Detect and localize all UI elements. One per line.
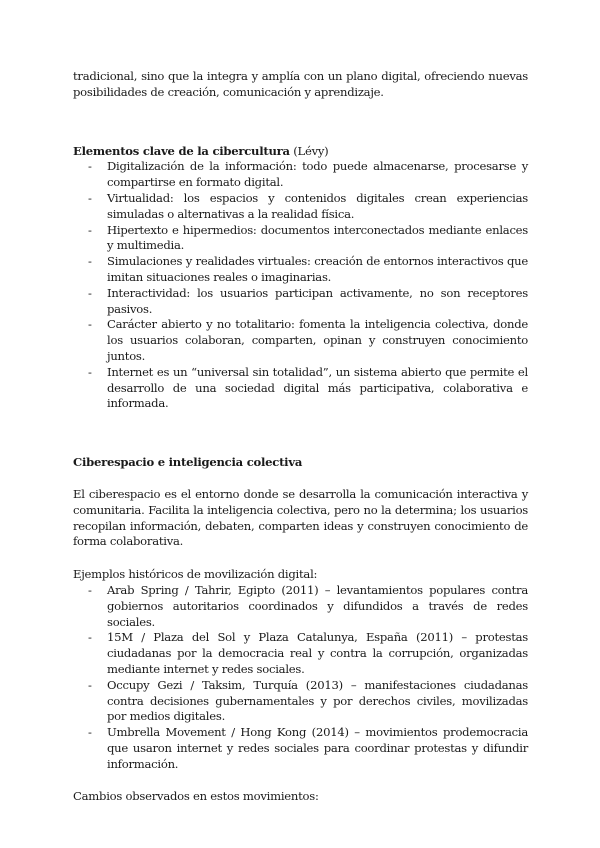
list-item: - Digitalización de la información: todo puede almacenarse, procesarse y compartirse en formato digital.	[73, 159, 528, 191]
examples-list	[73, 583, 528, 773]
section-heading-cibercultura	[73, 144, 528, 160]
changes-intro: Cambios observados en estos movimientos:	[73, 789, 319, 804]
cibercultura-list	[73, 159, 528, 412]
list-item: - Internet es un “universal sin totalidad”, un sistema abierto que permite el desarrollo de una sociedad digital más participativa, colaborativa e informada.	[73, 365, 528, 412]
list-item: - Umbrella Movement / Hong Kong (2014) – movimientos prodemocracia que usaron internet y redes sociales para coordinar protestas y difundir información.	[73, 725, 528, 772]
list-item: - Hipertexto e hipermedios: documentos interconectados mediante enlaces y multimedia.	[73, 223, 528, 255]
section-heading-ciberespacio	[73, 455, 528, 471]
examples-intro: Ejemplos históricos de movilización digital:	[73, 567, 318, 582]
list-item: - Occupy Gezi / Taksim, Turquía (2013) – manifestaciones ciudadanas contra decisiones gubernamentales y por derechos civiles, movilizadas por medios digitales.	[73, 678, 528, 725]
list-item: - Simulaciones y realidades virtuales: creación de entornos interactivos que imitan situaciones reales o imaginarias.	[73, 254, 528, 286]
document-page	[73, 69, 528, 805]
ciberespacio-paragraph: El ciberespacio es el entorno donde se desarrolla la comunicación interactiva y comunitaria. Facilita la inteligencia colectiva, pero no la determina; los usuarios recopilan información, debaten, comparten ideas y construyen conocimiento de forma colaborativa.	[73, 486, 528, 549]
section-heading-suffix: (Lévy)	[289, 143, 329, 158]
list-item: - Arab Spring / Tahrir, Egipto (2011) – levantamientos populares contra gobiernos autoritarios coordinados y difundidos a través de redes sociales.	[73, 583, 528, 630]
list-item: - Carácter abierto y no totalitario: fomenta la inteligencia colectiva, donde los usuarios colaboran, comparten, opinan y construyen conocimiento juntos.	[73, 317, 528, 364]
list-item: - Virtualidad: los espacios y contenidos digitales crean experiencias simuladas o alternativas a la realidad física.	[73, 191, 528, 223]
section-heading-bold: Elementos clave de la cibercultura	[73, 143, 290, 158]
intro-paragraph: tradicional, sino que la integra y amplía con un plano digital, ofreciendo nuevas posibilidades de creación, comunicación y aprendizaje.	[73, 69, 528, 99]
list-item: - Interactividad: los usuarios participan activamente, no son receptores pasivos.	[73, 286, 528, 318]
section-heading-bold: Ciberespacio e inteligencia colectiva	[73, 455, 303, 470]
list-item: - 15M / Plaza del Sol y Plaza Catalunya, España (2011) – protestas ciudadanas por la democracia real y contra la corrupción, organizadas mediante internet y redes sociales.	[73, 630, 528, 677]
